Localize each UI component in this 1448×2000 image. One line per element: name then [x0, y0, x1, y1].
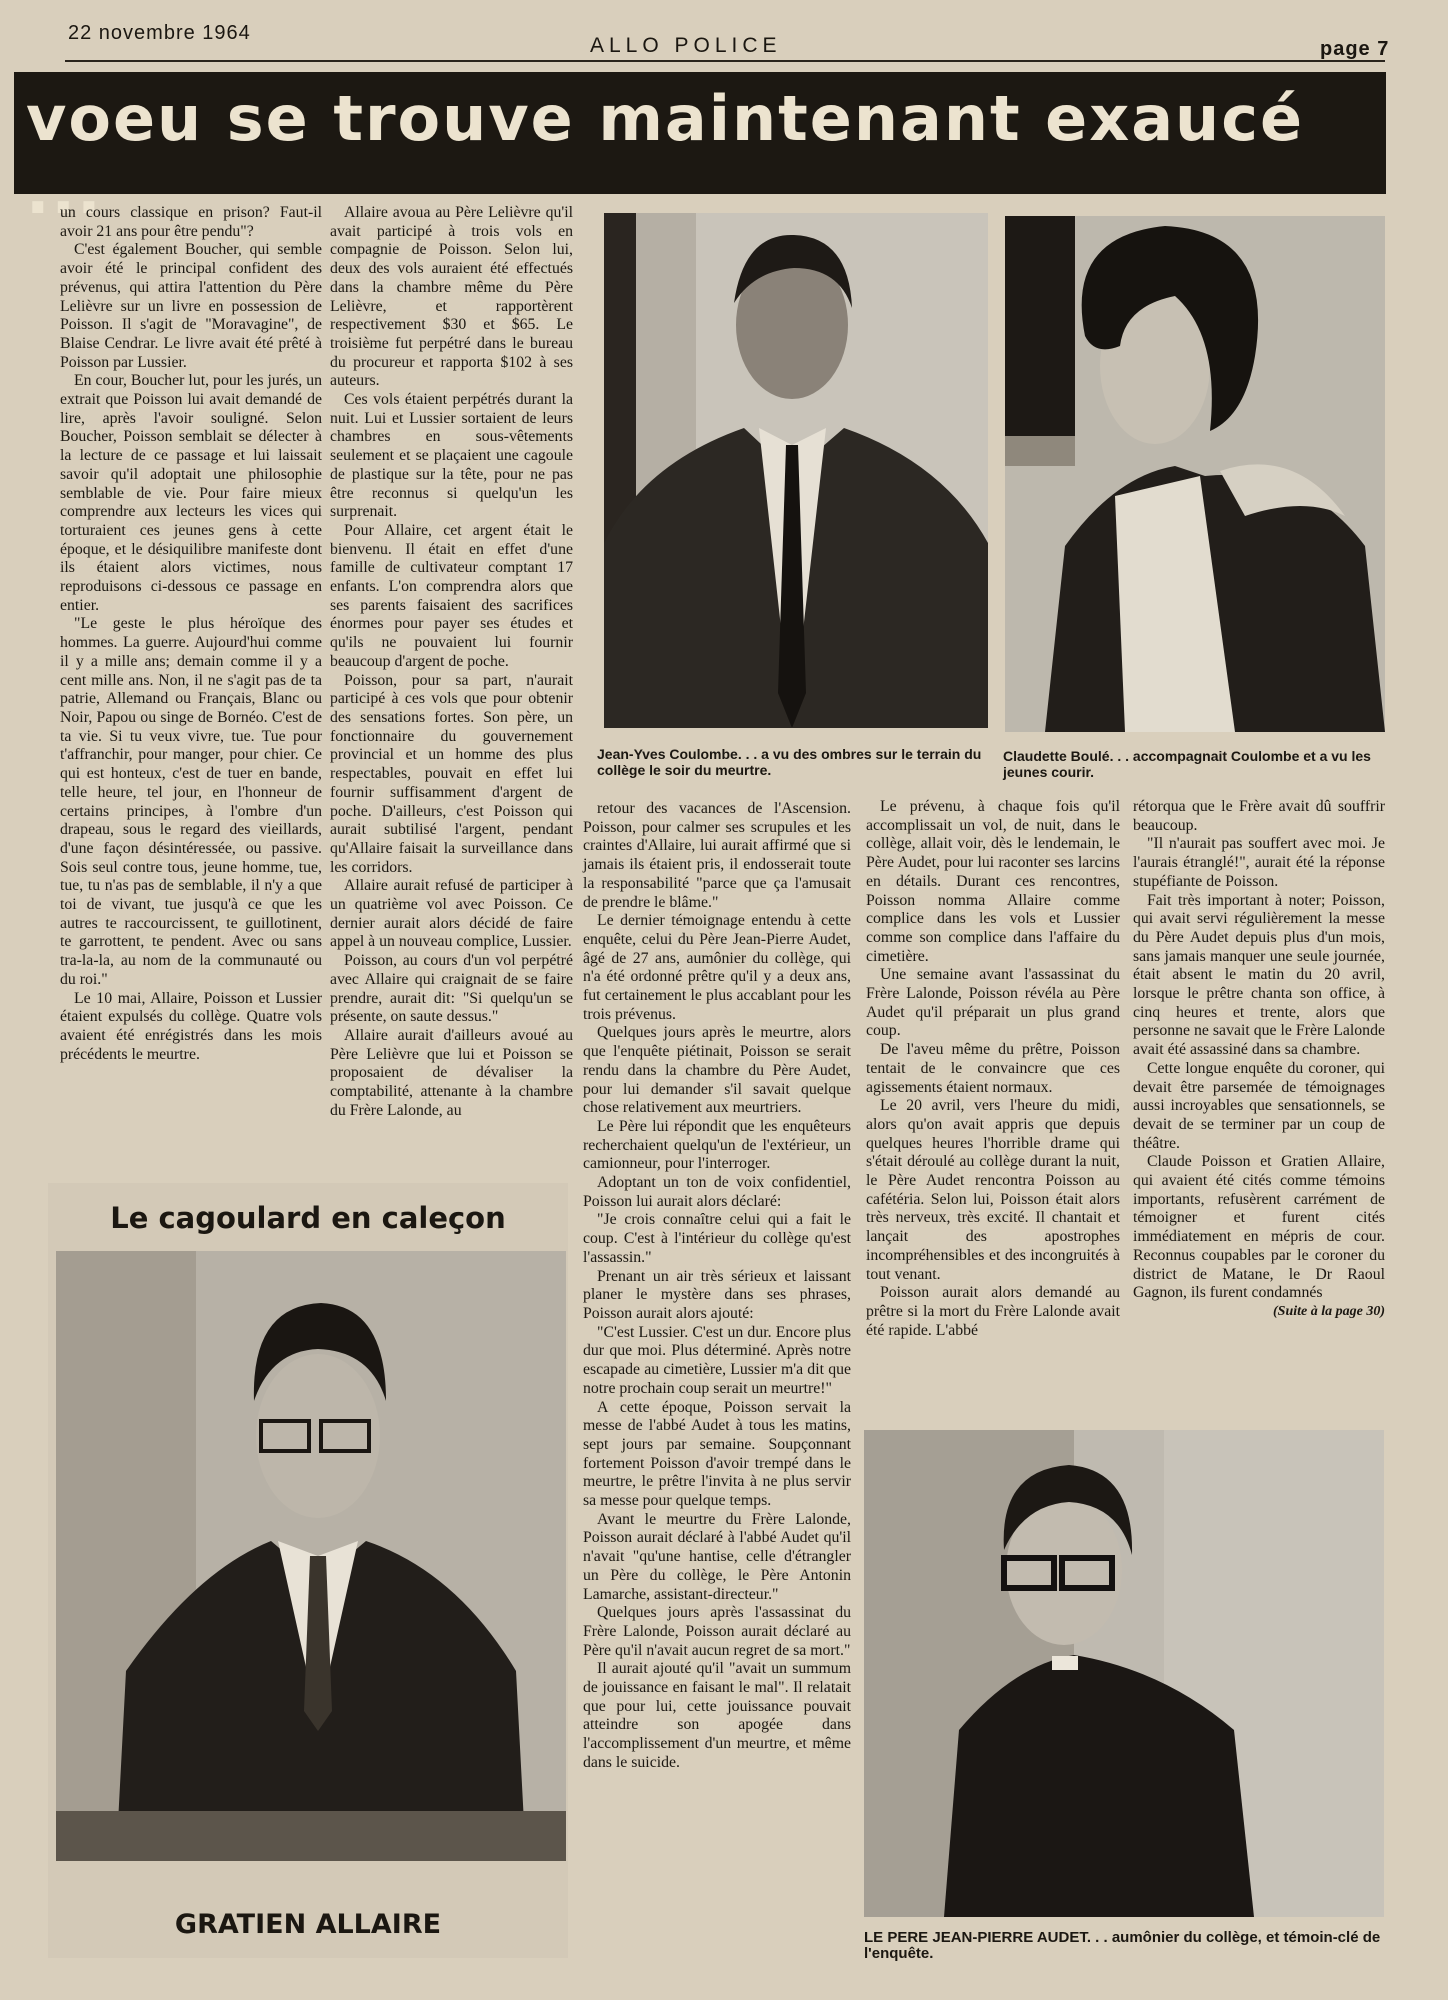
article-column-4: [866, 798, 1120, 1340]
paragraph: Claude Poisson et Gratien Allaire, qui avaient été cités comme témoins importants, refusèrent carrément de témoigner et furent cités immédiatement en mépris de cour. Reconnus coupables par le coroner du district de Matane, le Dr Raoul Gagnon, ils furent condamnés: [1133, 1153, 1385, 1302]
paragraph: Quelques jours après l'assassinat du Frère Lalonde, Poisson aurait déclaré au Père qu'il n'avait aucun regret de sa mort.": [583, 1604, 851, 1659]
paragraph: un cours classique en prison? Faut-il avoir 21 ans pour être pendu"?: [60, 204, 322, 240]
photo-box-gratien-allaire: [48, 1183, 568, 1958]
article-column-1: [60, 204, 322, 1064]
paragraph: Poisson aurait alors demandé au prêtre si la mort du Frère Lalonde avait été rapide. L'abbé: [866, 1284, 1120, 1339]
paragraph: Fait très important à noter; Poisson, qui avait servi régulièrement la messe du Père Audet depuis plus d'un mois, sans jamais manquer une seule journée, était absent le matin du 20 avril, lorsque le prêtre chanta son office, à cinq heures et trente, alors que personne ne savait que le Frère Lalonde avait été assassiné dans sa chambre.: [1133, 891, 1385, 1059]
paragraph: En cour, Boucher lut, pour les jurés, un extrait que Poisson lui avait demandé de lire, après l'avoir souligné. Selon Boucher, Poisson semblait se délecter à la lecture de ce passage et lui laissait savoir qu'il adoptait une philosophie semblable de vie. Pour faire mieux comprendre aux lecteurs les vices qui torturaient ces jeunes gens à cette époque, et le désiquilibre manifeste dont ils étaient alors victimes, nous reproduisons ci-dessous ce passage en entier.: [60, 372, 322, 614]
paragraph: Allaire aurait d'ailleurs avoué au Père Lelièvre que lui et Poisson se proposaient de dévaliser la comptabilité, attenante à la chambre du Frère Lalonde, au: [330, 1026, 573, 1119]
paragraph: Le prévenu, à chaque fois qu'il accomplissait un vol, de nuit, dans le collège, allait voir, dès le lendemain, le Père Audet, pour lui raconter ses larcins en détails. Durant ces rencontres, Poisson nomma Allaire comme complice dans les vols et Lussier comme son complice dans l'affaire du cimetière.: [866, 798, 1120, 965]
newspaper-name: ALLO POLICE: [590, 34, 782, 57]
paragraph: Il aurait ajouté qu'il "avait un summum de jouissance en faisant le mal". Il relatait que pour lui, cette jouissance pouvait atteindre son apogée dans l'accomplissement d'un meurtre, et même dans le suicide.: [583, 1660, 851, 1771]
paragraph: "Le geste le plus héroïque des hommes. La guerre. Aujourd'hui comme il y a mille ans; demain comme il y a cent mille ans. Non, il ne s'agit pas de ta patrie, Allemand ou Français, Blanc ou Noir, Papou ou singe de Bornéo. C'est de ta vie. Si tu veux vivre, tue. Tue pour t'affranchir, pour manger, pour chier. Ce qui est honteux, c'est de tuer en bande, telle heure, tel jour, en l'honneur de certains principes, à l'ombre d'un drapeau, sous le regard des vieillards, d'une façon désintéressée, ou passive. Sois seul contre tous, jeune homme, tue, tue, tu n'as pas de semblable, il n'y a que toi de vivant, tue jusqu'à ce que les autres te raccourcissent, te guillotinent, te garrottent, te pendent. Avec ou sans tra-la-la, au nom de la communauté ou du roi.": [60, 615, 322, 988]
continued-note: (Suite à la page 30): [1273, 1303, 1385, 1319]
paragraph: "Je crois connaître celui qui a fait le coup. C'est à l'intérieur du collège qu'est l'assassin.": [583, 1211, 851, 1266]
box-name: GRATIEN ALLAIRE: [174, 1909, 442, 1940]
paragraph: Le Père lui répondit que les enquêteurs recherchaient quelqu'un de l'extérieur, un camionneur, pour l'interroger.: [583, 1117, 851, 1173]
paragraph: Adoptant un ton de voix confidentiel, Poisson lui aurait alors déclaré:: [583, 1174, 851, 1210]
paragraph: rétorqua que le Frère avait dû souffrir beaucoup.: [1133, 798, 1385, 834]
paragraph: Cette longue enquête du coroner, qui devait être parsemée de témoignages aussi incroyables que sensationnels, se devait de se terminer par un coup de théâtre.: [1133, 1059, 1385, 1152]
issue-date: 22 novembre 1964: [68, 22, 251, 44]
header-rule: [65, 60, 1385, 62]
photo-gratien-allaire: [56, 1251, 566, 1861]
paragraph: Une semaine avant l'assassinat du Frère Lalonde, Poisson révéla au Père Audet qu'il préparait un plus grand coup.: [866, 966, 1120, 1040]
paragraph: De l'aveu même du prêtre, Poisson tentait de le convaincre que ces agissements étaient normaux.: [866, 1041, 1120, 1096]
paragraph: Allaire aurait refusé de participer à un quatrième vol avec Poisson. Ce dernier aurait alors décidé de faire appel à un nouveau complice, Lussier.: [330, 877, 573, 951]
paragraph: Le 10 mai, Allaire, Poisson et Lussier étaient expulsés du collège. Quatre vols avaient été enrégistrés dans les mois précédents le meurtre.: [60, 989, 322, 1063]
paragraph: Poisson, au cours d'un vol perpétré avec Allaire qui craignait de se faire prendre, aurait dit: "Si quelqu'un se présente, on saute dessus.": [330, 952, 573, 1026]
caption-coulombe: Jean-Yves Coulombe. . . a vu des ombres sur le terrain du collège le soir du meurtre.: [597, 746, 982, 778]
paragraph: "Il n'aurait pas souffert avec moi. Je l'aurais étranglé!", aurait été la réponse stupéfiante de Poisson.: [1133, 835, 1385, 890]
paragraph: Ces vols étaient perpétrés durant la nuit. Lui et Lussier sortaient de leurs chambres en sous-vêtements seulement et se plaçaient une cagoule de plastique sur la tête, pour ne pas être reconnus si quelqu'un les surprenait.: [330, 391, 573, 521]
paragraph: Avant le meurtre du Frère Lalonde, Poisson aurait déclaré à l'abbé Audet qu'il n'avait "qu'une hantise, celle d'étrangler un Père du collège, le Père Antonin Lamarche, assistant-directeur.": [583, 1510, 851, 1603]
paragraph: C'est également Boucher, qui semble avoir été le principal confident des prévenus, qui attira l'attention du Père Lelièvre sur un livre en possession de Poisson. Il s'agit de "Moravagine", de Blaise Cendrar. Le livre avait été prêté à Poisson par Lussier.: [60, 241, 322, 371]
page-number: page 7: [1320, 38, 1390, 60]
photo-claudette-boule: [1005, 216, 1385, 732]
caption-boule: Claudette Boulé. . . accompagnait Coulombe et a vu les jeunes courir.: [1003, 748, 1371, 780]
paragraph: Allaire avoua au Père Lelièvre qu'il avait participé à trois vols en compagnie de Poisson. Selon lui, deux des vols auraient été effectués dans la chambre même du Père Lelièvre, et rapportèrent respectivement $30 et $65. Le troisième fut perpétré dans le bureau du procureur et rapporta $102 à ses auteurs.: [330, 204, 573, 390]
paragraph: Prenant un air très sérieux et laissant planer le mystère dans ses phrases, Poisson aurait alors ajouté:: [583, 1267, 851, 1322]
article-column-5: [1133, 798, 1385, 1322]
paragraph: A cette époque, Poisson servait la messe de l'abbé Audet à tous les matins, sept jours par semaine. Soupçonnant fortement Poisson d'avoir trempé dans le meurtre, le prêtre l'invita à ne plus servir sa messe pour quelque temps.: [583, 1398, 851, 1510]
photo-pere-audet: [864, 1430, 1384, 1917]
article-column-2: [330, 204, 573, 1120]
paragraph: Quelques jours après le meurtre, alors que l'enquête piétinait, Poisson se serait rendu dans la chambre du Père Audet, pour lui demander s'il savait quelque chose relativement aux meurtriers.: [583, 1024, 851, 1117]
paragraph: retour des vacances de l'Ascension. Poisson, pour calmer ses scrupules et les craintes d'Allaire, lui aurait affirmé que si jamais ils étaient pris, il endosserait toute la responsabilité "parce que ça l'amusait de prendre le blâme.": [583, 800, 851, 911]
paragraph: "C'est Lussier. C'est un dur. Encore plus dur que moi. Plus déterminé. Après notre escapade au cimetière, Lussier m'a dit que notre prochain coup serait un meurtre!": [583, 1323, 851, 1397]
paragraph: Poisson, pour sa part, n'aurait participé à ces vols que pour obtenir des sensations fortes. Son père, un fonctionnaire du gouvernement provincial et un homme des plus respectables, pouvait en effet lui fournir suffisamment d'argent de poche. D'ailleurs, c'est Poisson qui aurait subtilisé l'argent, pendant qu'Allaire faisait la surveillance dans les corridors.: [330, 671, 573, 876]
photo-jean-yves-coulombe: [604, 213, 988, 728]
paragraph: Le 20 avril, vers l'heure du midi, alors qu'on avait appris que depuis quelques heures l'horrible drame qui s'était déroulé au collège durant la nuit, le Père Audet rencontra Poisson au cafétéria. Selon lui, Poisson était alors très nerveux, très excité. Il chantait et lançait des apostrophes incompréhensibles et des incongruités à tout venant.: [866, 1097, 1120, 1283]
headline: voeu se trouve maintenant exaucé ...: [26, 82, 1304, 228]
paragraph: Pour Allaire, cet argent était le bienvenu. Il était en effet d'une famille de cultivateur comptant 17 enfants. L'on comprendra alors que ses parents faisaient des sacrifices énormes pour payer ses études et qu'ils ne pouvaient lui fournir beaucoup d'argent de poche.: [330, 521, 573, 670]
article-column-3: [583, 800, 851, 1773]
box-title: Le cagoulard en caleçon: [110, 1201, 506, 1235]
paragraph: Le dernier témoignage entendu à cette enquête, celui du Père Jean-Pierre Audet, âgé de 27 ans, aumônier du collège, qui n'a été ordonné prêtre qu'il y a deux ans, fut certainement le plus accablant pour les trois prévenus.: [583, 912, 851, 1023]
caption-audet: LE PERE JEAN-PIERRE AUDET. . . aumônier du collège, et témoin-clé de l'enquête.: [864, 1929, 1381, 1962]
